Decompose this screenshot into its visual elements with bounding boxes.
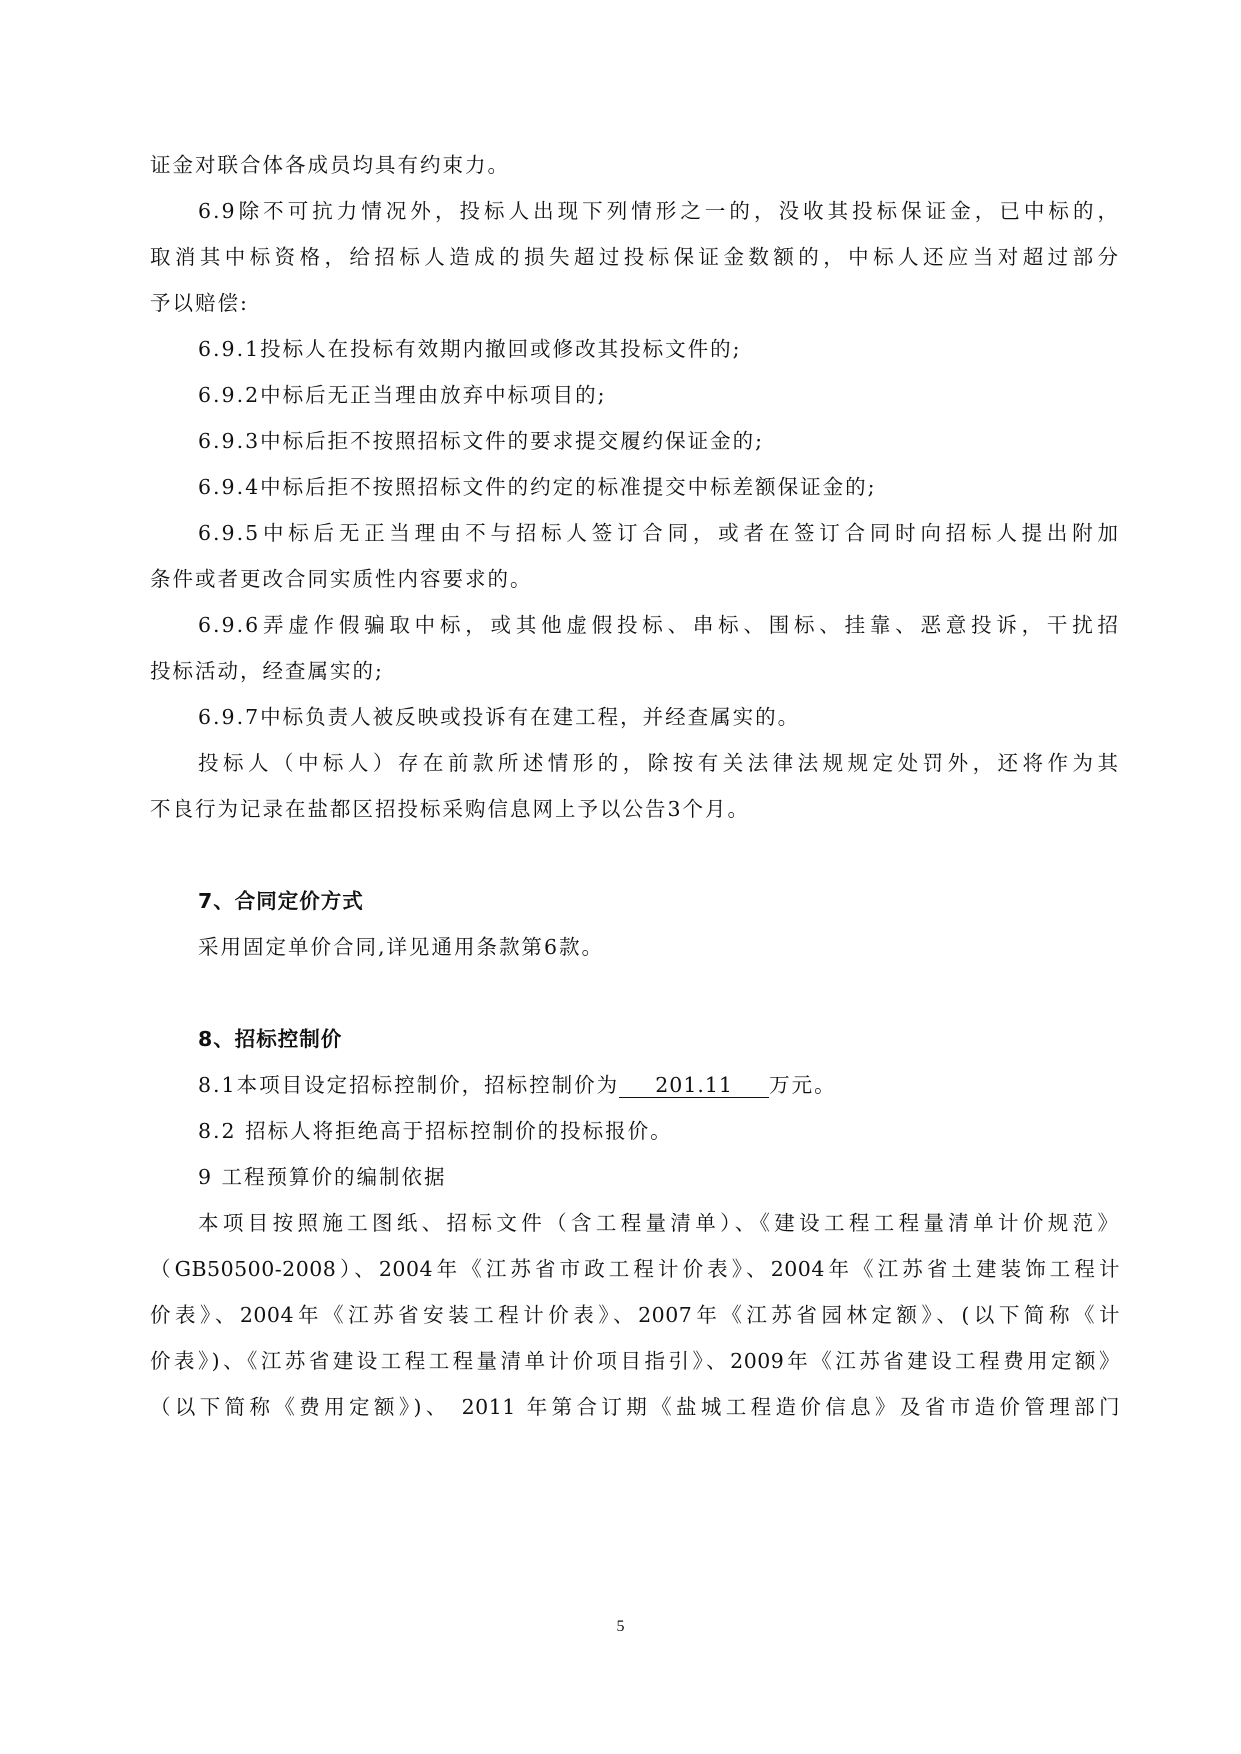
paragraph-continuation: 证金对联合体各成员均具有约束力。 xyxy=(150,153,510,177)
section-9-line-5: （以下简称《费用定额》)、 2011 年第合订期《盐城工程造价信息》及省市造价管理部门 xyxy=(150,1395,1120,1419)
clause-6-9-3: 6.9.3中标后拒不按照招标文件的要求提交履约保证金的; xyxy=(198,429,765,453)
penalty-paragraph-line-2: 不良行为记录在盐都区招投标采购信息网上予以公告3个月。 xyxy=(150,797,751,821)
section-8-item-1 xyxy=(198,1070,1168,1100)
clause-6-9-line-1: 6.9除不可抗力情况外，投标人出现下列情形之一的，没收其投标保证金，已中标的， xyxy=(198,199,1120,223)
clause-6-9-line-3: 予以赔偿: xyxy=(150,291,249,315)
section-8-heading: 8、招标控制价 xyxy=(198,1027,343,1051)
clause-6-9-5-line-2: 条件或者更改合同实质性内容要求的。 xyxy=(150,567,533,591)
clause-6-9-6-line-1: 6.9.6弄虚作假骗取中标，或其他虚假投标、串标、围标、挂靠、恶意投诉，干扰招 xyxy=(198,613,1120,637)
clause-6-9-5-line-1: 6.9.5中标后无正当理由不与招标人签订合同，或者在签订合同时向招标人提出附加 xyxy=(198,521,1120,545)
clause-6-9-1: 6.9.1投标人在投标有效期内撤回或修改其投标文件的; xyxy=(198,337,742,361)
section-9-line-4: 价表》)、《江苏省建设工程工程量清单计价项目指引》、2009年《江苏省建设工程费用定额》 xyxy=(150,1349,1120,1373)
section-9-heading: 9 工程预算价的编制依据 xyxy=(198,1165,447,1189)
section-9-line-1: 本项目按照施工图纸、招标文件（含工程量清单）、《建设工程工程量清单计价规范》 xyxy=(198,1211,1120,1235)
section-7-heading: 7、合同定价方式 xyxy=(198,889,364,913)
control-price-prefix: 8.1本项目设定招标控制价，招标控制价为 xyxy=(198,1073,620,1097)
clause-6-9-2: 6.9.2中标后无正当理由放弃中标项目的; xyxy=(198,383,607,407)
clause-6-9-7: 6.9.7中标负责人被反映或投诉有在建工程，并经查属实的。 xyxy=(198,705,801,729)
penalty-paragraph-line-1: 投标人（中标人）存在前款所述情形的，除按有关法律法规规定处罚外，还将作为其 xyxy=(198,751,1120,775)
section-7-body: 采用固定单价合同,详见通用条款第6款。 xyxy=(198,935,605,959)
clause-6-9-6-line-2: 投标活动，经查属实的; xyxy=(150,659,384,683)
clause-6-9-4: 6.9.4中标后拒不按照招标文件的约定的标准提交中标差额保证金的; xyxy=(198,475,877,499)
section-8-item-2: 8.2 招标人将拒绝高于招标控制价的投标报价。 xyxy=(198,1119,673,1143)
page-number: 5 xyxy=(616,1618,625,1635)
section-9-line-2: （GB50500-2008）、2004年《江苏省市政工程计价表》、2004年《江苏省土建装饰工程计 xyxy=(150,1257,1120,1281)
control-price-value: 201.11 xyxy=(619,1073,769,1098)
clause-6-9-line-2: 取消其中标资格，给招标人造成的损失超过投标保证金数额的，中标人还应当对超过部分 xyxy=(150,245,1120,269)
section-9-line-3: 价表》、2004年《江苏省安装工程计价表》、2007年《江苏省园林定额》、(以下简称《计 xyxy=(150,1303,1120,1327)
control-price-suffix: 万元。 xyxy=(769,1073,837,1097)
